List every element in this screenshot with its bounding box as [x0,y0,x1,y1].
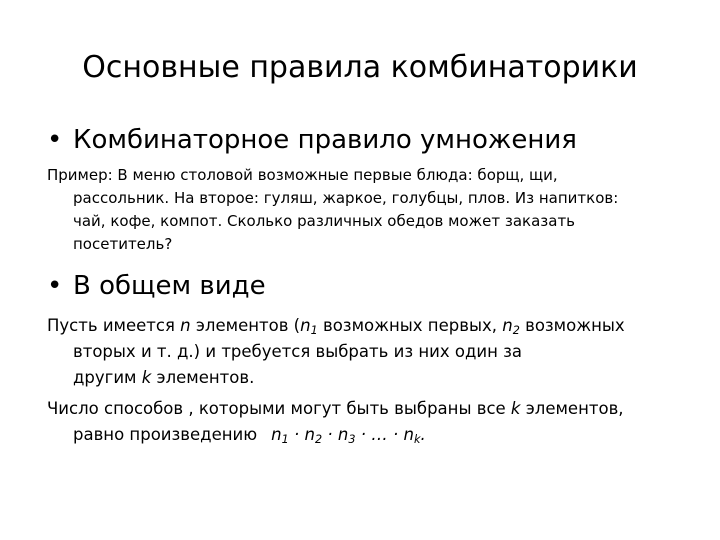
math-k: k [141,368,152,387]
slide-title: Основные правила комбинаторики [82,50,638,85]
text-run: Пусть имеется [47,316,181,335]
general-line-1 [47,313,687,339]
math-n: n [180,316,191,335]
text-run: Число способов , которыми могут быть выбраны все [47,399,511,418]
text-run: возможных первых, [317,316,503,335]
math-n2: $n_2$ [502,316,520,337]
text-run: элементов, [520,399,624,418]
math-n1: $n_1$ [300,316,318,337]
general-line-3 [47,365,687,391]
general-line-2: вторых и т. д.) и требуется выбрать из них один за [73,342,522,361]
bullet-dot-icon: • [47,125,63,155]
general-line-4 [47,396,687,422]
example-line-4: посетитель? [73,235,173,253]
bullet-text: В общем виде [73,271,266,301]
example-line-1: Пример: В меню столовой возможные первые блюда: борщ, щи, [47,166,558,184]
text-run: элементов ( [190,316,301,335]
text-run: равно произведению [73,425,258,444]
bullet-general-form [47,268,266,304]
example-paragraph [47,164,687,256]
example-line-2: рассольник. На второе: гуляш, жаркое, голубцы, плов. Из напитков: [73,189,619,207]
text-run: другим [73,368,142,387]
bullet-multiplication-rule [47,122,577,158]
general-line-5 [47,422,687,448]
bullet-text: Комбинаторное правило умножения [73,125,577,155]
bullet-dot-icon: • [47,271,63,301]
text-run: элементов. [151,368,255,387]
example-line-3: чай, кофе, компот. Сколько различных обедов может заказать [73,212,576,230]
math-k: k [510,399,521,418]
general-paragraph-2 [47,396,687,448]
product-formula: $n_1 \cdot n_2 \cdot n_3$ · … · $n_k$. [271,425,426,446]
text-run: возможных [519,316,625,335]
general-paragraph-1 [47,313,687,391]
